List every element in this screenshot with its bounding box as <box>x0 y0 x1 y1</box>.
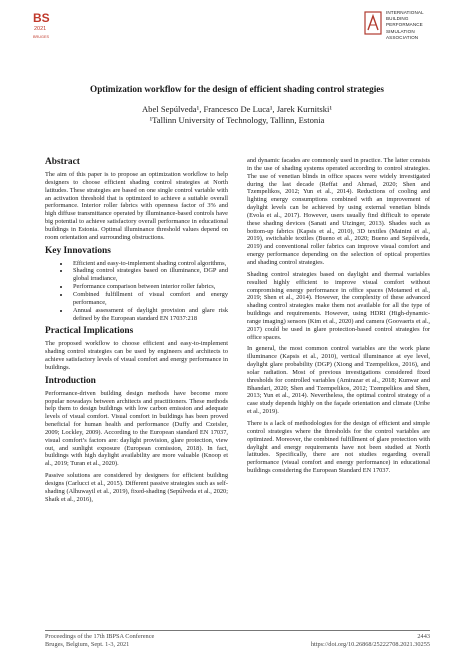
page-header <box>0 0 474 50</box>
implications-heading: Practical Implications <box>45 326 134 337</box>
introduction-paragraph: Performance-driven building design methods have become more popular nowadays between architects and practitioners. These methods help them to design buildings with low carbon emission and adequate levels of visual comfort. Visual comfort in buildings has been proved beneficial for human health and performance (Duffy and Czeisler, 2009; Lockley, 2009). According to the European standard EN 17037, visual comfort’s factors are: daylight provision, glare protection, view out, and sunlight exposure (European comission, 2018). In fact, buildings with high daylight availability are more valuable (Knoop et al., 2019; Turan et al., 2020). <box>45 389 228 468</box>
bs-logo-place: BRUGES <box>33 35 50 39</box>
affiliation: ¹Tallinn University of Technology, Tallinn, Estonia <box>149 115 325 125</box>
footer-divider <box>45 630 430 631</box>
implications-text: The proposed workflow to choose efficient and easy-to-implement shading control strategies can be used by engineers and architects to achieve satisfactory levels of visual comfort and energy performance in buildings. <box>45 340 228 371</box>
introduction-paragraph: Passive solutions are considered by designers for efficient building designs (Carlucci et al., 2015). Different passive strategies such as self-shading (Alhuwayil et al., 2019), fixed-shading (Sepúlveda et al., 2020; Shaik et al., 2016), <box>45 472 228 503</box>
innovation-item: • Combined fulfillment of visual comfort and energy performance, <box>70 291 228 307</box>
footer-left <box>45 633 154 649</box>
innovations-list <box>45 260 228 323</box>
right-column <box>247 157 430 479</box>
page-number: 2443 <box>417 633 430 640</box>
doi-link[interactable]: https://doi.org/10.26868/25222708.2021.30255 <box>310 641 430 648</box>
ibpsa-line: PERFORMANCE <box>386 22 423 28</box>
ibpsa-mark-icon <box>364 10 382 36</box>
body-paragraph: In general, the most common control variables are the work plane illuminance (Kapsis et al., 2010), vertical illuminance at eye level, daylight glare probability (DGP) (Xiong and Tzempelikos, 2016), and solar radiation. Most of previous investigations considered fixed thresholds for controlled variables (Amirazar et al., 2018; Kunwar and Bhandari, 2020; Shen and Tzempelikos, 2012; Tzempelikos and Shen, 2013; Yun et al., 2014). Nevertheless, the optimal control strategy of a case study depends highly on the façade orientation and climate (Uribe et al., 2019). <box>247 345 430 416</box>
innovations-heading: Key Innovations <box>45 245 111 256</box>
bs2021-logo <box>32 10 58 40</box>
innovation-item: • Shading control strategies based on illuminance, DGP and global irradiance, <box>70 267 228 283</box>
paper-title: Optimization workflow for the design of efficient shading control strategies <box>90 84 384 94</box>
conference-name: Proceedings of the 17th IBPSA Conference <box>45 633 155 640</box>
body-paragraph: and dynamic facades are commonly used in practice. The latter consists in the use of shading systems operated according to control strategies. The use of venetian blinds in office spaces were widely investigated during the last decade (Reffat and Ahmad, 2020; Shen and Tzempelikos, 2012; Yun et al., 2014). Reductions of cooling and lighting energy consumptions combined with an improvement of daylight levels can be achieved by using external venetian blinds (Evola et al., 2017). However, users usually find difficult to operate these shading devices (Sanati and Utzinger, 2013). Shades such as bottom-up fabrics (Kapsis et al., 2010), 3D textiles (Mainini et al., 2019), switchable textiles (Bueno et al., 2020; Bueno and Sepúlveda, 2019) and conventional roller fabrics can improve visual comfort and energy performance depending on the selection of optical properties and shading control strategies. <box>247 157 430 266</box>
footer-right <box>311 633 430 649</box>
bs-logo-year: 2021 <box>34 26 47 32</box>
innovation-item: • Performance comparison between interior roller fabrics, <box>70 283 228 291</box>
bs-logo-text: BS <box>33 11 50 25</box>
abstract-text: The aim of this paper is to propose an optimization workflow to help designers to choose efficient shading control strategies at North latitudes. These strategies are based on one single control variable with an activation threshold that is optimized to achieve a suitable overall performance. Interior roller fabrics with openness factor of 3% and high diffuse transmittance operated by illuminance-based controls have big potential to achieve satisfactory overall performance in educational buildings in Estonia. Optimal illuminance threshold values depend on room orientation and surrounding obstructions. <box>45 171 228 241</box>
ibpsa-line: ASSOCIATION <box>386 34 419 40</box>
ibpsa-line: INTERNATIONAL <box>386 10 424 15</box>
body-paragraph: Shading control strategies based on daylight and thermal variables resulted highly efficient to improve visual comfort without compromising energy performance in office spaces (Motamed et al., 2019; Shen et al., 2014). However, the complexity of these advanced shading control strategies make them not available for all the type of buildings and requirements. However, using HDRI (High-dynamic-range imaging) sensors (Kim et al., 2020) and camera (Goovaerts et al., 2017) could be used in glare protection-based control strategies for office spaces. <box>247 270 430 341</box>
author-list: Abel Sepúlveda¹, Francesco De Luca¹, Jarek Kurnitski¹ <box>141 104 333 114</box>
conference-location: Bruges, Belgium, Sept. 1-3, 2021 <box>45 641 130 648</box>
left-column <box>45 157 228 508</box>
ibpsa-logo <box>364 10 444 44</box>
ibpsa-line: BUILDING <box>386 16 409 22</box>
ibpsa-logo-text <box>386 10 424 41</box>
abstract-heading: Abstract <box>45 157 80 167</box>
introduction-heading: Introduction <box>45 375 96 386</box>
ibpsa-line: SIMULATION <box>386 28 415 34</box>
innovation-item: • Efficient and easy-to-implement shading control algorithms, <box>70 260 228 268</box>
body-paragraph: There is a lack of methodologies for the design of efficient and simple control strategies where the thresholds for the control variables are optimized. Moreover, the combined fulfillment of glare protection with daylight and energy requirements have not been studied at North latitudes. Specifically, there are not studies regarding overall performance (visual comfort and energy performance) in educational buildings considering the European Standard EN 17037. <box>247 420 430 475</box>
innovation-item: • Annual assessment of daylight provision and glare risk defined by the European standard EN 17037:218 <box>70 307 228 323</box>
